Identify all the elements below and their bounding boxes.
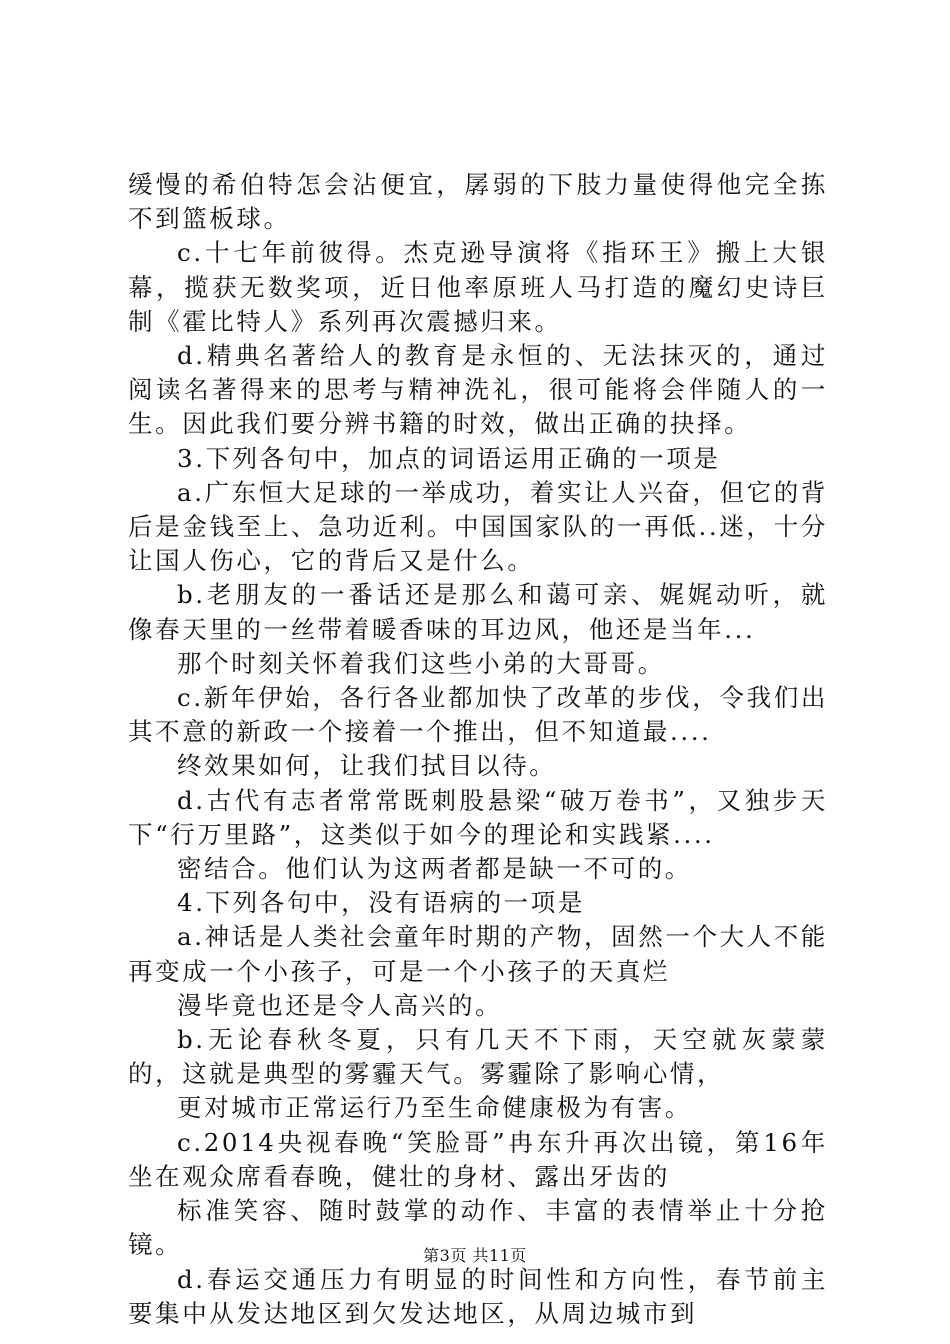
document-body	[128, 168, 828, 1331]
page-number-footer: 第3页 共11页	[423, 1246, 527, 1265]
paragraph: c.2014央视春晚“笑脸哥”冉东升再次出镜，第16年坐在观众席看春晚，健壮的身材、露出牙齿的	[128, 1127, 828, 1191]
paragraph: 漫毕竟也还是令人高兴的。	[177, 990, 503, 1020]
paragraph: d.古代有志者常常既刺股悬梁“破万卷书”，又独步天下“行万里路”，这类似于如今的理论和实践紧....	[128, 785, 828, 849]
paragraph: 标准笑容、随时鼓掌的动作、丰富的表情举止十分抢镜。	[128, 1196, 828, 1260]
paragraph: d.精典名著给人的教育是永恒的、无法抹灭的，通过阅读名著得来的思考与精神洗礼，很可能将会伴随人的一生。因此我们要分辨书籍的时效，做出正确的抉择。	[128, 341, 828, 439]
paragraph: d.春运交通压力有明显的时间性和方向性，春节前主要集中从发达地区到欠发达地区，从周边城市到	[128, 1264, 828, 1328]
paragraph: b.无论春秋冬夏，只有几天不下雨，天空就灰蒙蒙的，这就是典型的雾霾天气。雾霾除了影响心情，	[128, 1025, 828, 1089]
question-heading: 4.下列各句中，没有语病的一项是	[177, 888, 585, 918]
paragraph: c.新年伊始，各行各业都加快了改革的步伐，令我们出其不意的新政一个接着一个推出，但不知道最....	[128, 683, 828, 747]
paragraph: 那个时刻关怀着我们这些小弟的大哥哥。	[177, 648, 665, 678]
paragraph: a.神话是人类社会童年时期的产物，固然一个大人不能再变成一个小孩子，可是一个小孩子的天真烂	[128, 922, 828, 986]
paragraph: 更对城市正常运行乃至生命健康极为有害。	[177, 1093, 692, 1123]
question-heading: 3.下列各句中，加点的词语运用正确的一项是	[177, 443, 721, 473]
paragraph: 终效果如何，让我们拭目以待。	[177, 751, 557, 781]
paragraph: c.十七年前彼得。杰克逊导演将《指环王》搬上大银幕，揽获无数奖项，近日他率原班人马打造的魔幻史诗巨制《霍比特人》系列再次震撼归来。	[128, 238, 828, 336]
paragraph: 缓慢的希伯特怎会沾便宜，孱弱的下肢力量使得他完全拣不到篮板球。	[128, 170, 828, 234]
paragraph: a.广东恒大足球的一举成功，着实让人兴奋，但它的背后是金钱至上、急功近利。中国国家队的一再低..迷，十分让国人伤心，它的背后又是什么。	[128, 477, 828, 576]
paragraph: 密结合。他们认为这两者都是缺一不可的。	[177, 854, 692, 884]
paragraph: b.老朋友的一番话还是那么和蔼可亲、娓娓动听，就像春天里的一丝带着暖香味的耳边风，他还是当年...	[128, 580, 828, 644]
